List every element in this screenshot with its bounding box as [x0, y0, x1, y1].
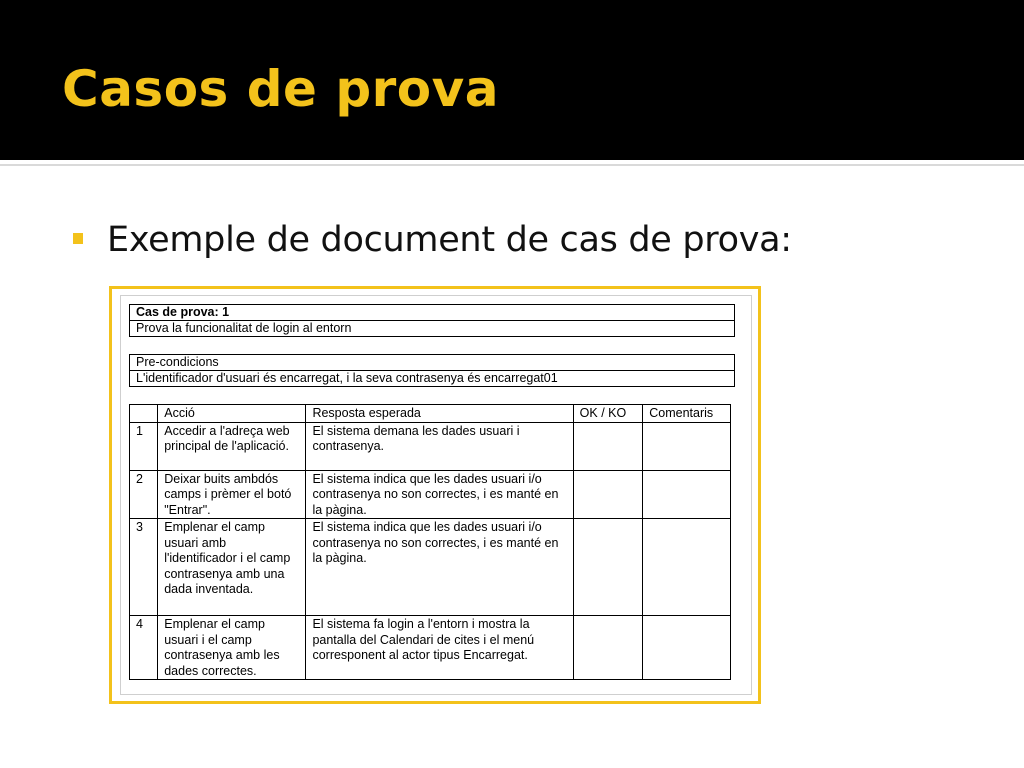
step-ok-ko: [573, 519, 643, 616]
step-number: 4: [130, 616, 158, 680]
steps-header-row: [130, 405, 731, 423]
bullet-text: Exemple de document de cas de prova:: [107, 220, 792, 260]
table-row: [130, 519, 731, 616]
steps-table: [129, 404, 731, 680]
step-number: 2: [130, 470, 158, 519]
column-header-ok-ko: OK / KO: [573, 405, 643, 423]
step-comments: [643, 616, 731, 680]
step-action: Emplenar el camp usuari amb l'identificador i el camp contrasenya amb una dada inventada.: [158, 519, 306, 616]
title-divider: [0, 164, 1024, 166]
slide-title: Casos de prova: [62, 60, 499, 118]
preconditions-label: Pre-condicions: [130, 355, 735, 371]
table-row: [130, 470, 731, 519]
case-description: Prova la funcionalitat de login al entorn: [130, 321, 735, 337]
title-bar: [0, 0, 1024, 160]
step-number: 3: [130, 519, 158, 616]
step-response: El sistema indica que les dades usuari i/o contrasenya no son correctes, i es manté en la pàgina.: [306, 470, 573, 519]
step-comments: [643, 519, 731, 616]
preconditions-text: L'identificador d'usuari és encarregat, i la seva contrasenya és encarregat01: [130, 371, 735, 387]
step-response: El sistema fa login a l'entorn i mostra la pantalla del Calendari de cites i el menú corresponent al actor tipus Encarregat.: [306, 616, 573, 680]
document-image-frame: [109, 286, 761, 704]
step-number: 1: [130, 422, 158, 470]
step-ok-ko: [573, 616, 643, 680]
step-ok-ko: [573, 470, 643, 519]
step-action: Deixar buits ambdós camps i prèmer el botó "Entrar".: [158, 470, 306, 519]
preconditions-table: [129, 354, 735, 387]
column-header-comments: Comentaris: [643, 405, 731, 423]
step-ok-ko: [573, 422, 643, 470]
bullet-marker-icon: [73, 233, 83, 244]
case-header-table: [129, 304, 735, 337]
step-comments: [643, 422, 731, 470]
test-case-document: [120, 295, 752, 695]
step-action: Accedir a l'adreça web principal de l'aplicació.: [158, 422, 306, 470]
column-header-response: Resposta esperada: [306, 405, 573, 423]
step-action: Emplenar el camp usuari i el camp contrasenya amb les dades correctes.: [158, 616, 306, 680]
table-row: [130, 616, 731, 680]
table-row: [130, 422, 731, 470]
step-comments: [643, 470, 731, 519]
case-title: Cas de prova: 1: [130, 305, 735, 321]
column-header-number: [130, 405, 158, 423]
column-header-action: Acció: [158, 405, 306, 423]
step-response: El sistema indica que les dades usuari i/o contrasenya no son correctes, i es manté en la pàgina.: [306, 519, 573, 616]
step-response: El sistema demana les dades usuari i contrasenya.: [306, 422, 573, 470]
